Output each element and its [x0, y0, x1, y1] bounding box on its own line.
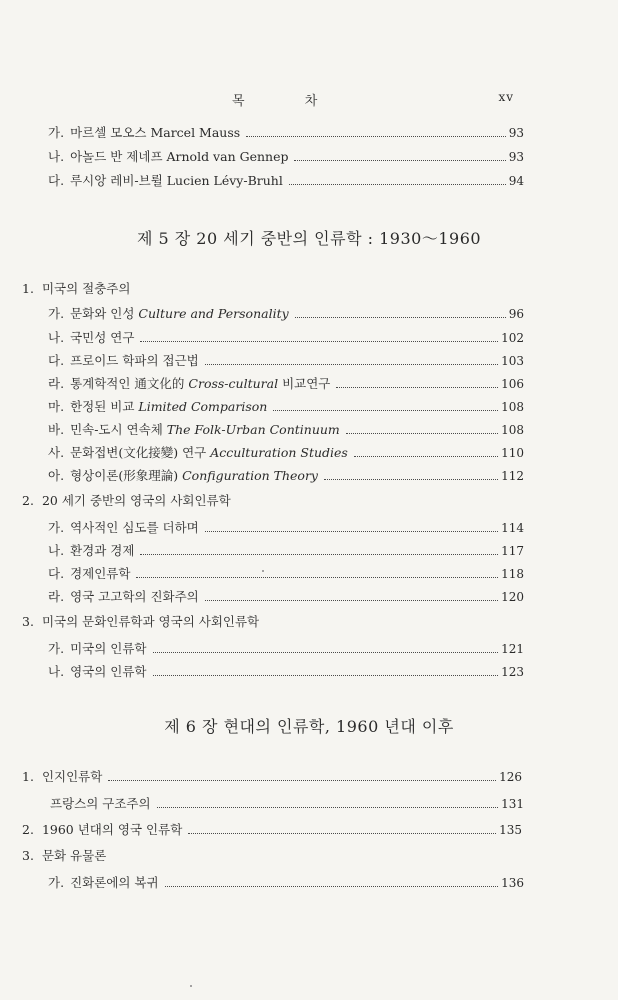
dot-leader: [153, 674, 499, 676]
entry-marker: 3.: [22, 848, 34, 863]
entry-title: 미국의 문화인류학과 영국의 사회인류학: [41, 614, 260, 629]
entry-page-number: 120: [501, 590, 524, 604]
paper-speck: [262, 570, 264, 572]
entry-title: 마르셀 모오스 Marcel Mauss: [70, 125, 241, 140]
entry-page-number: 126: [499, 770, 522, 784]
entry-page-number: 117: [501, 544, 524, 558]
running-head: [0, 90, 618, 110]
dot-leader: [295, 316, 506, 318]
entry-page-number: 102: [501, 331, 524, 345]
entry-page-number: 114: [501, 521, 524, 535]
entry-title: 문화와 인성: [70, 306, 135, 321]
entry-title-english: Cross-cultural: [188, 376, 279, 391]
toc-entry[interactable]: [48, 541, 524, 561]
entry-title: 역사적인 심도를 더하며: [70, 520, 199, 535]
entry-marker: 바.: [48, 422, 65, 437]
entry-marker: 가.: [48, 641, 65, 656]
entry-marker: 1.: [22, 769, 34, 784]
entry-page-number: 93: [508, 126, 524, 140]
toc-entry[interactable]: [48, 397, 524, 417]
entry-page-number: 93: [508, 150, 524, 164]
toc-section[interactable]: [22, 846, 522, 866]
dot-leader: [346, 432, 498, 434]
entry-title: 루시앙 레비-브륄 Lucien Lévy-Bruhl: [70, 173, 283, 188]
entry-title: 미국의 인류학: [70, 641, 147, 656]
dot-leader: [153, 651, 499, 653]
entry-marker: 가.: [48, 520, 65, 535]
entry-marker: 아.: [48, 468, 65, 483]
toc-section[interactable]: [22, 279, 522, 299]
entry-page-number: 110: [501, 446, 524, 460]
entry-marker: 다.: [48, 353, 65, 368]
entry-title: 국민성 연구: [70, 330, 135, 345]
toc-entry[interactable]: [48, 351, 524, 371]
toc-entry[interactable]: [48, 662, 524, 682]
entry-page-number: 96: [508, 307, 524, 321]
toc-section[interactable]: [22, 767, 522, 787]
entry-marker: 2.: [22, 822, 34, 837]
entry-title: 인지인류학: [41, 769, 103, 784]
entry-title-english: The Folk-Urban Continuum: [166, 422, 340, 437]
entry-title: 영국의 인류학: [70, 664, 147, 679]
entry-title: 영국 고고학의 진화주의: [70, 589, 199, 604]
entry-page-number: 121: [501, 642, 524, 656]
entry-marker: 마.: [48, 399, 65, 414]
dot-leader: [205, 599, 498, 601]
toc-entry[interactable]: [48, 794, 524, 814]
entry-title: 민속-도시 연속체: [70, 422, 163, 437]
toc-entry[interactable]: [48, 420, 524, 440]
dot-leader: [336, 386, 498, 388]
entry-page-number: 136: [501, 876, 524, 890]
paper-speck: [190, 985, 192, 987]
toc-entry[interactable]: [48, 443, 524, 463]
entry-title: 아놀드 반 제네프 Arnold van Gennep: [70, 149, 289, 164]
entry-title: 한정된 비교: [70, 399, 135, 414]
entry-marker: 라.: [48, 589, 65, 604]
toc-entry[interactable]: [48, 304, 524, 324]
dot-leader: [165, 885, 499, 887]
entry-title: 20 세기 중반의 영국의 사회인류학: [41, 493, 231, 508]
entry-title-english: Limited Comparison: [138, 399, 268, 414]
entry-title: 통계학적인 通文化的: [70, 376, 185, 391]
dot-leader: [294, 159, 505, 161]
dot-leader: [205, 530, 498, 532]
entry-title-english: Culture and Personality: [138, 306, 289, 321]
dot-leader: [108, 779, 496, 781]
entry-page-number: 112: [501, 469, 524, 483]
entry-marker: 라.: [48, 376, 65, 391]
toc-entry[interactable]: [48, 587, 524, 607]
dot-leader: [354, 455, 498, 457]
entry-page-number: 108: [501, 423, 524, 437]
entry-title: 환경과 경제: [70, 543, 135, 558]
entry-marker: 가.: [48, 306, 65, 321]
dot-leader: [289, 183, 506, 185]
dot-leader: [246, 135, 506, 137]
toc-section[interactable]: [22, 491, 522, 511]
entry-title: 형상이론(形象理論): [70, 468, 179, 483]
toc-section[interactable]: [22, 820, 522, 840]
entry-page-number: 135: [499, 823, 522, 837]
entry-title: 미국의 절충주의: [41, 281, 131, 296]
dot-leader: [324, 478, 498, 480]
toc-entry[interactable]: [48, 328, 524, 348]
entry-title-english: Configuration Theory: [182, 468, 318, 483]
toc-entry[interactable]: [48, 147, 524, 167]
entry-marker: 나.: [48, 543, 65, 558]
entry-marker: 다.: [48, 173, 65, 188]
dot-leader: [140, 553, 498, 555]
toc-entry[interactable]: [48, 466, 524, 486]
toc-section[interactable]: [22, 612, 522, 632]
entry-title-suffix: 비교연구: [282, 376, 331, 391]
entry-marker: 나.: [48, 149, 65, 164]
toc-entry[interactable]: [48, 873, 524, 893]
entry-title: 경제인류학: [70, 566, 131, 581]
entry-title: 문화 유물론: [41, 848, 107, 863]
entry-marker: 2.: [22, 493, 34, 508]
toc-entry[interactable]: [48, 123, 524, 143]
entry-title: 1960 년대의 영국 인류학: [41, 822, 183, 837]
entry-marker: 사.: [48, 445, 65, 460]
entry-marker: 1.: [22, 281, 34, 296]
dot-leader: [157, 806, 499, 808]
dot-leader: [273, 409, 498, 411]
entry-title: 프로이드 학파의 접근법: [70, 353, 199, 368]
entry-marker: 가.: [48, 875, 65, 890]
toc-entry[interactable]: [48, 564, 524, 584]
dot-leader: [136, 576, 498, 578]
entry-marker: 나.: [48, 330, 65, 345]
entry-page-number: 103: [501, 354, 524, 368]
dot-leader: [140, 340, 498, 342]
page-folio: xv: [498, 90, 514, 104]
entry-title: 진화론에의 복귀: [70, 875, 159, 890]
entry-title: 문화접변(文化接變) 연구: [70, 445, 207, 460]
entry-marker: 다.: [48, 566, 65, 581]
entry-marker: 3.: [22, 614, 34, 629]
dot-leader: [205, 363, 498, 365]
entry-marker: 가.: [48, 125, 65, 140]
entry-page-number: 108: [501, 400, 524, 414]
dot-leader: [188, 832, 496, 834]
entry-title-english: Acculturation Studies: [210, 445, 348, 460]
entry-page-number: 131: [501, 797, 524, 811]
entry-title: 프랑스의 구조주의: [50, 796, 151, 811]
toc-entry[interactable]: [48, 518, 524, 538]
chapter-heading[interactable]: 제 6 장 현대의 인류학, 1960 년대 이후: [164, 717, 454, 736]
entry-marker: 나.: [48, 664, 65, 679]
entry-page-number: 123: [501, 665, 524, 679]
toc-entry[interactable]: [48, 171, 524, 191]
chapter-heading[interactable]: 제 5 장 20 세기 중반의 인류학 : 1930～1960: [136, 229, 482, 248]
entry-page-number: 118: [501, 567, 524, 581]
entry-page-number: 94: [508, 174, 524, 188]
running-head-title: 목 차: [232, 94, 346, 109]
toc-entry[interactable]: [48, 639, 524, 659]
toc-entry[interactable]: [48, 374, 524, 394]
entry-page-number: 106: [501, 377, 524, 391]
